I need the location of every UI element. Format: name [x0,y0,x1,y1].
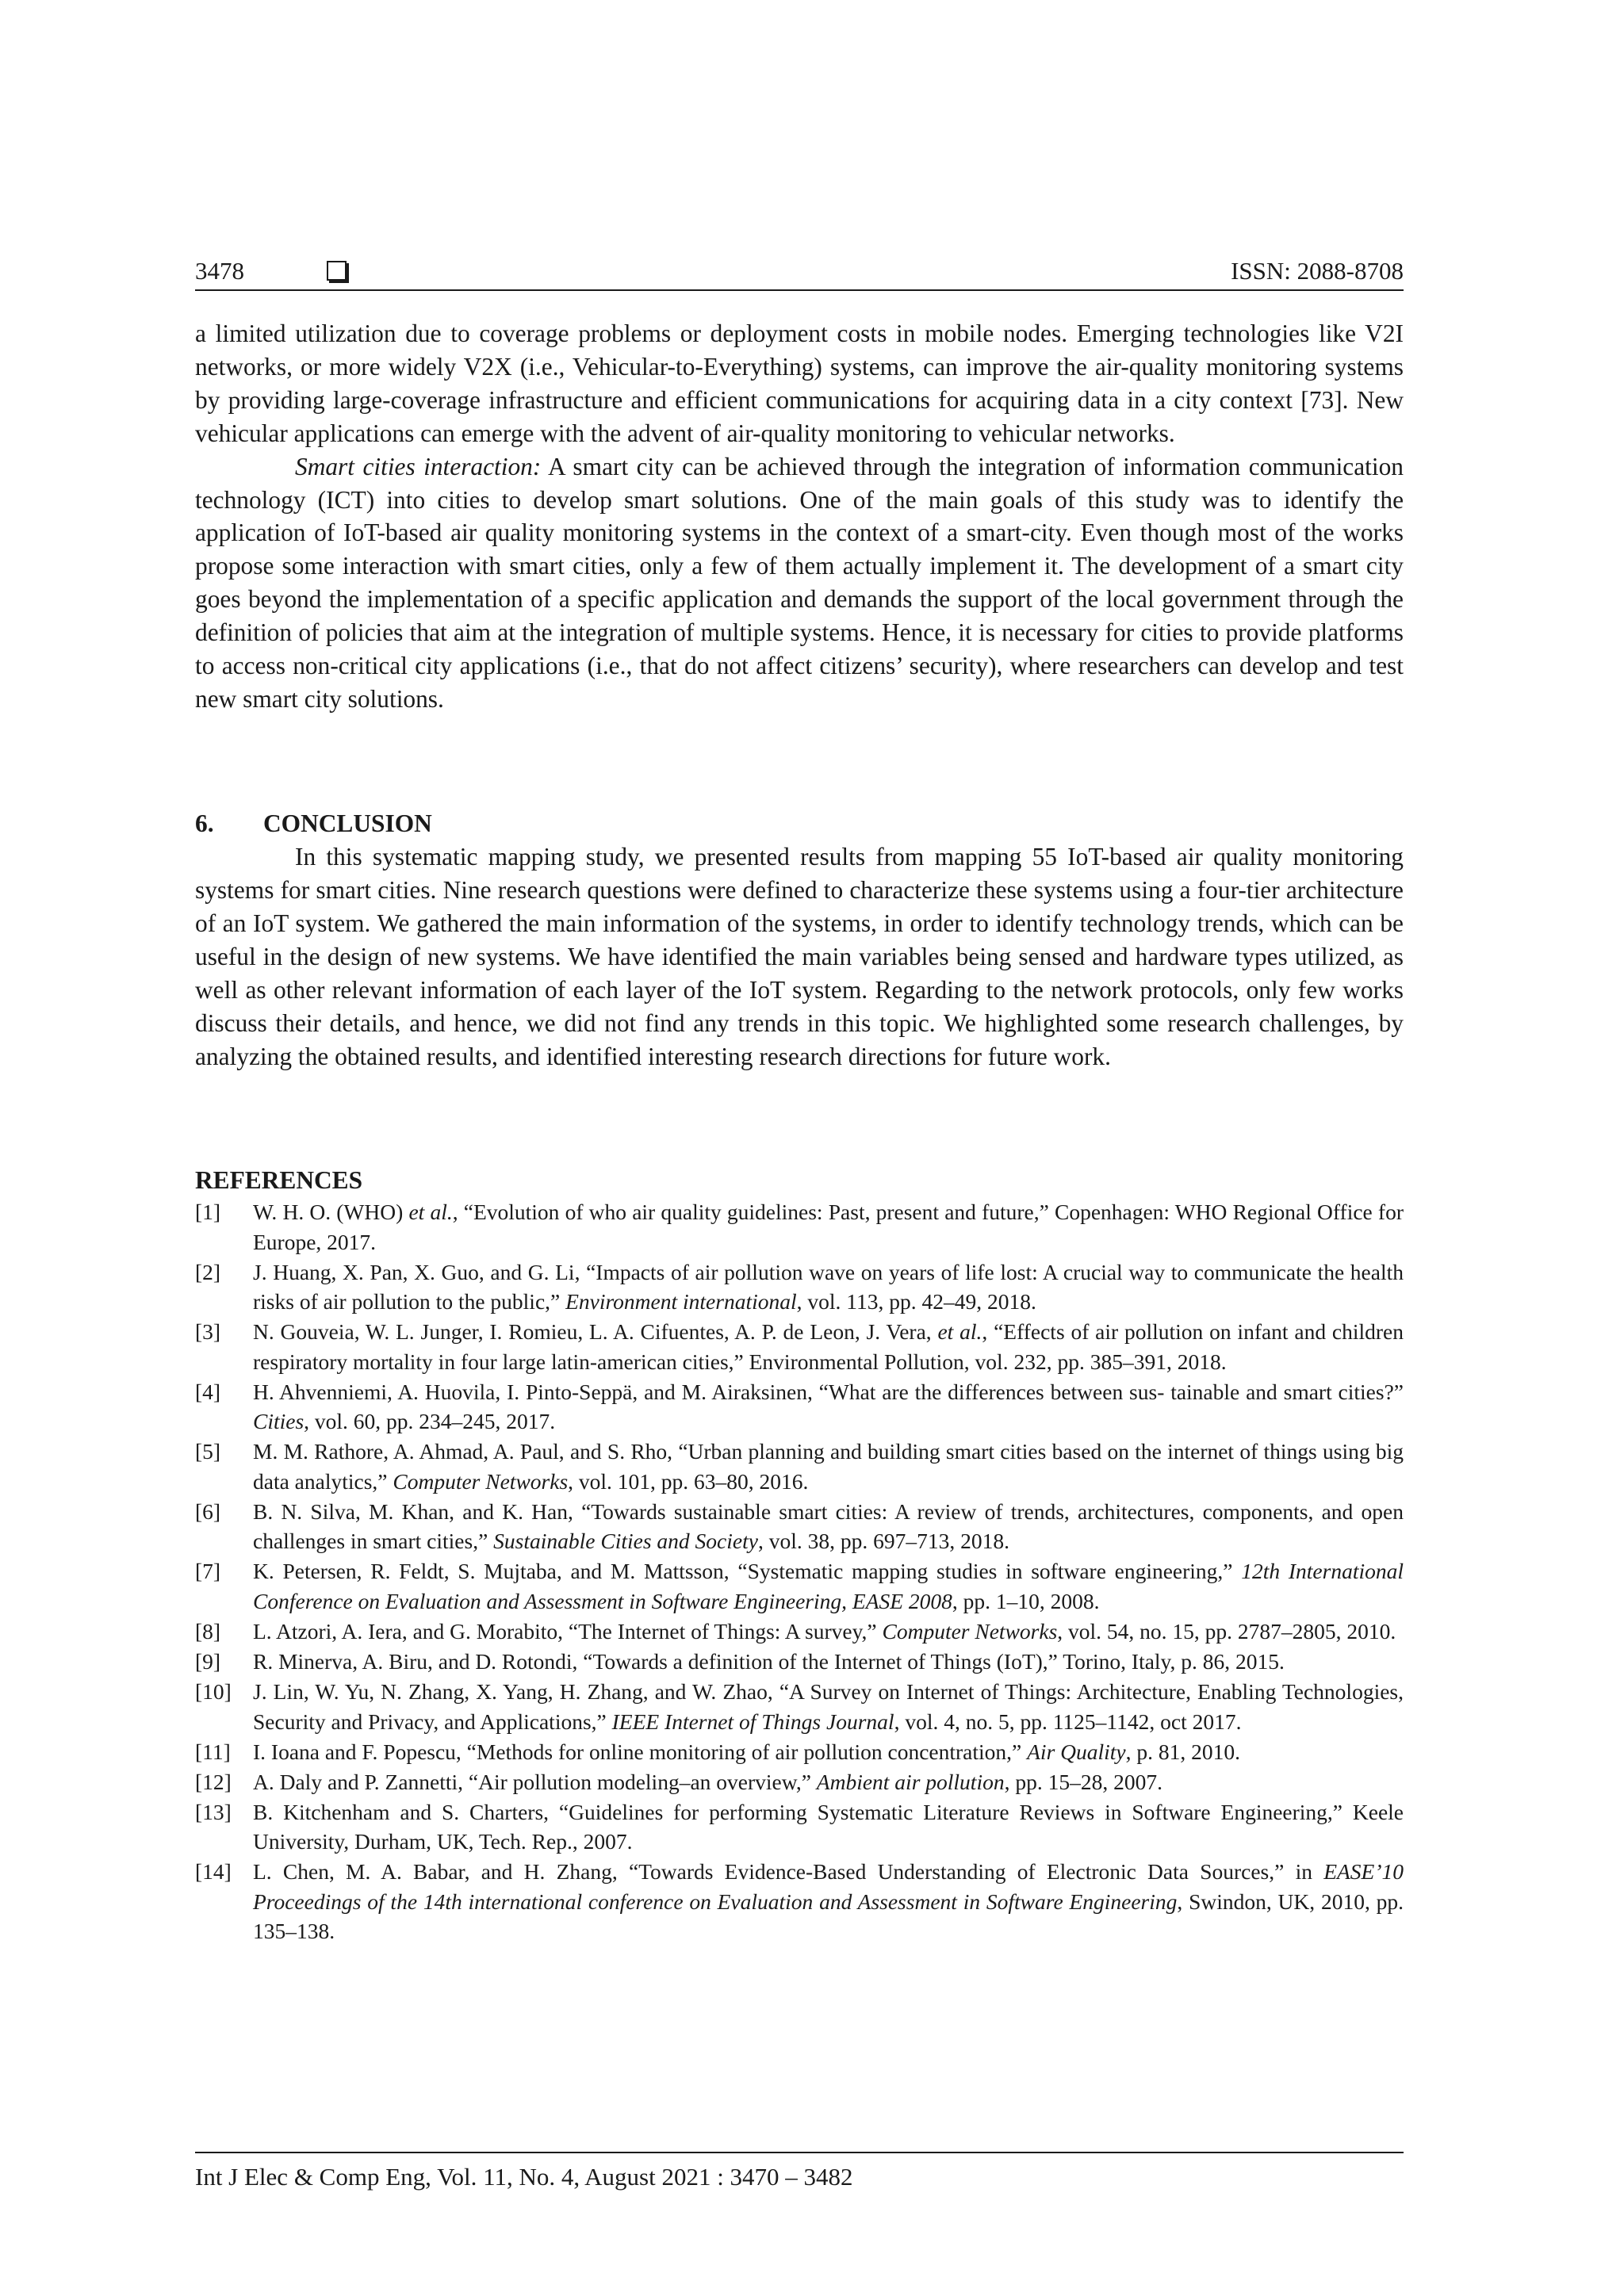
reference-details: , “Effects of air pollution on infant and children respiratory mortality in four large latin-american cities,” Environmental Pollution, vol. 232, pp. 385–391, 2018. [253,1319,1404,1374]
reference-text: J. Huang, X. Pan, X. Guo, and G. Li, “Impacts of air pollution wave on years of life lost: A crucial way to communicate the health risks of air pollution to the public,” [253,1259,1404,1314]
reference-details: , vol. 60, pp. 234–245, 2017. [304,1409,556,1434]
reference-number: [9] [195,1649,221,1674]
reference-details: , vol. 38, pp. 697–713, 2018. [757,1529,1009,1554]
reference-item [195,1556,1404,1616]
reference-text: I. Ioana and F. Popescu, “Methods for online monitoring of air pollution concentration,” [253,1739,1028,1764]
reference-number: [2] [195,1259,221,1284]
reference-item [195,1257,1404,1317]
reference-number: [11] [195,1739,231,1764]
reference-details: , p. 81, 2010. [1125,1739,1241,1764]
reference-number: [7] [195,1559,221,1584]
page-footer: Int J Elec & Comp Eng, Vol. 11, No. 4, August 2021 : 3470 – 3482 [195,2163,853,2191]
paragraph-lead: Smart cities interaction: [295,452,542,480]
paragraph-text: A smart city can be achieved through the integration of information communication technology (ICT) into cities to develop smart solutions. One of the main goals of this study was to identify the application of IoT-based air quality monitoring systems in the context of a smart-city. Even though most of the works propose some interaction with smart cities, only a few of them actually implement it. The development of a smart city goes beyond the implementation of a specific application and demands the support of the local government through the definition of policies that aim at the integration of multiple systems. Hence, it is necessary for cities to provide platforms to access non-critical city applications (i.e., that do not affect citizens’ security), where researchers can develop and test new smart city solutions. [195,452,1404,713]
references-list [195,1197,1404,1946]
reference-venue: et al. [408,1200,453,1224]
reference-item [195,1677,1404,1736]
reference-text: L. Chen, M. A. Babar, and H. Zhang, “Towards Evidence-Based Understanding of Electronic Data Sources,” in [253,1859,1324,1885]
references-heading: REFERENCES [195,1166,363,1194]
reference-item [195,1857,1404,1946]
reference-number: [6] [195,1498,221,1524]
footer-rule [195,2152,1404,2153]
reference-venue: Environment international [565,1289,797,1314]
section-title: CONCLUSION [263,809,432,837]
reference-venue: Computer Networks [882,1619,1058,1644]
page-number: 3478 [195,257,244,285]
reference-number: [3] [195,1319,221,1345]
section-number: 6. [195,809,214,837]
reference-number: [14] [195,1859,232,1885]
reference-text: N. Gouveia, W. L. Junger, I. Romieu, L. A. Cifuentes, A. P. de Leon, J. Vera, [253,1319,938,1345]
reference-item [195,1317,1404,1376]
conclusion-paragraph: In this systematic mapping study, we presented results from mapping 55 IoT-based air quality monitoring systems for smart cities. Nine research questions were defined to characterize these systems using a four-tier architecture of an IoT system. We gathered the main information of the systems, in order to identify technology trends, which can be useful in the design of new systems. We have identified the main variables being sensed and hardware types utilized, as well as other relevant information of each layer of the IoT system. Regarding to the network protocols, only few works discuss their details, and hence, we did not find any trends in this topic. We highlighted some research challenges, by analyzing the obtained results, and identified interesting research directions for future work. [195,843,1404,1070]
reference-text: R. Minerva, A. Biru, and D. Rotondi, “Towards a definition of the Internet of Things (IoT),” Torino, Italy, p. 86, 2015. [253,1649,1285,1674]
reference-venue: Sustainable Cities and Society [493,1529,758,1554]
body-text [195,317,1404,716]
reference-text: L. Atzori, A. Iera, and G. Morabito, “The Internet of Things: A survey,” [253,1619,883,1644]
reference-venue: Ambient air pollution [816,1769,1005,1794]
reference-details: , pp. 15–28, 2007. [1004,1769,1162,1794]
reference-details: , vol. 54, no. 15, pp. 2787–2805, 2010. [1057,1619,1396,1644]
reference-details: , vol. 101, pp. 63–80, 2016. [568,1468,809,1494]
reference-item [195,1737,1404,1767]
reference-details: , pp. 1–10, 2008. [952,1589,1100,1614]
reference-venue: Air Quality [1027,1739,1126,1764]
reference-text: B. N. Silva, M. Khan, and K. Han, “Towards sustainable smart cities: A review of trends, architectures, components, and open challenges in smart cities,” [253,1498,1404,1554]
reference-text: J. Lin, W. Yu, N. Zhang, X. Yang, H. Zhang, and W. Zhao, “A Survey on Internet of Things: Architecture, Enabling Technologies, Security and Privacy, and Applications,” [253,1679,1404,1734]
reference-item [195,1497,1404,1556]
paragraph-vehicular: a limited utilization due to coverage problems or deployment costs in mobile nodes. Emerging technologies like V2I networks, or more widely V2X (i.e., Vehicular-to-Everything) systems, can improve the air-quality monitoring systems by providing large-coverage infrastructure and efficient communications for acquiring data in a city context [73]. New vehicular applications can emerge with the advent of air-quality monitoring to vehicular networks. [195,320,1404,447]
reference-item [195,1197,1404,1257]
reference-number: [12] [195,1769,232,1794]
conclusion-text [195,840,1404,1073]
reference-venue: Computer Networks [393,1468,569,1494]
reference-text: H. Ahvenniemi, A. Huovila, I. Pinto-Seppä, and M. Airaksinen, “What are the differences between sus- tainable and smart cities?” [253,1379,1404,1404]
reference-number: [1] [195,1200,221,1224]
reference-text: W. H. O. (WHO) [253,1200,409,1224]
reference-item [195,1437,1404,1496]
reference-details: , vol. 113, pp. 42–49, 2018. [796,1289,1036,1314]
reference-details: , vol. 4, no. 5, pp. 1125–1142, oct 2017. [894,1709,1242,1734]
header-rule [195,289,1404,291]
reference-venue: EASE’10 Proceedings of the 14th international conference on Evaluation and Assessment in Software Engineering [253,1859,1404,1914]
reference-details: , “Evolution of who air quality guidelines: Past, present and future,” Copenhagen: WHO Regional Office for Europe, 2017. [253,1200,1404,1254]
reference-venue: 12th International Conference on Evaluation and Assessment in Software Engineering, EASE 2008 [253,1559,1404,1614]
reference-text: K. Petersen, R. Feldt, S. Mujtaba, and M. Mattsson, “Systematic mapping studies in software engineering,” [253,1559,1242,1584]
reference-number: [5] [195,1439,221,1464]
section-heading-conclusion [195,807,1404,840]
reference-text: B. Kitchenham and S. Charters, “Guidelines for performing Systematic Literature Reviews in Software Engineering,” Keele University, Durham, UK, Tech. Rep., 2007. [253,1799,1404,1854]
reference-item [195,1647,1404,1677]
reference-details: , Swindon, UK, 2010, pp. 135–138. [253,1888,1404,1944]
reference-item [195,1767,1404,1797]
reference-number: [4] [195,1379,221,1404]
issn-label: ISSN: 2088-8708 [1231,257,1404,285]
reference-item [195,1377,1404,1437]
reference-item [195,1617,1404,1647]
paragraph-smart-cities [195,450,1404,716]
reference-venue: IEEE Internet of Things Journal [611,1709,894,1734]
reference-venue: Cities [253,1409,304,1434]
journal-box-icon [327,261,347,281]
reference-text: M. M. Rathore, A. Ahmad, A. Paul, and S. Rho, “Urban planning and building smart cities based on the internet of things using big data analytics,” [253,1439,1404,1494]
reference-text: A. Daly and P. Zannetti, “Air pollution modeling–an overview,” [253,1769,817,1794]
reference-item [195,1797,1404,1857]
reference-number: [8] [195,1619,221,1644]
reference-venue: et al. [937,1319,982,1345]
reference-number: [10] [195,1679,232,1705]
reference-number: [13] [195,1799,232,1824]
page-header [195,255,1404,287]
